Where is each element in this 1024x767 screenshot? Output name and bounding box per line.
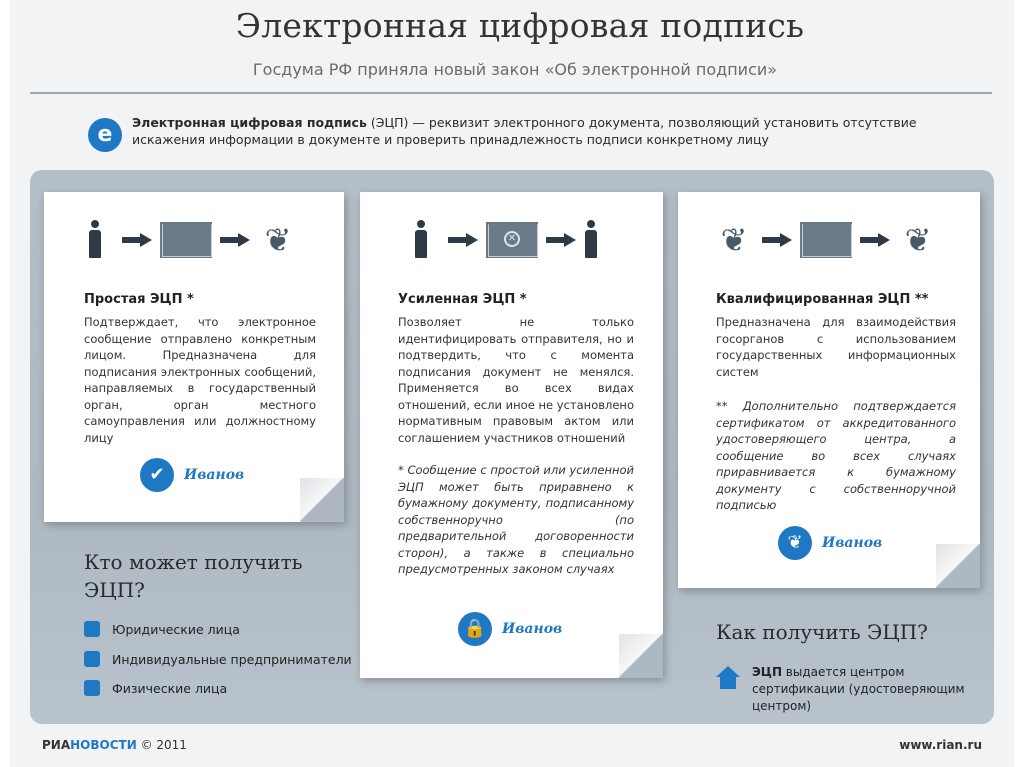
definition-term: Электронная цифровая подпись: [132, 115, 367, 130]
arrow-right-icon: [122, 233, 152, 247]
card-text: Предназначена для взаимодействия госорганов с использованием государственных информационных систем: [716, 315, 956, 379]
card-text: Позволяет не только идентифицировать отправителя, но и подтвердить, что с момента подписания документ не менялся. Применяется во всех видах отношений, если иное не установлено нормативным правовым актом или соглашением участников отношений: [398, 315, 634, 445]
person-icon: [88, 220, 102, 260]
card-title: Простая ЭЦП *: [84, 292, 194, 307]
arrow-right-icon: [860, 233, 890, 247]
coat-of-arms-icon: ❦: [264, 221, 292, 259]
lock-icon: 🔒: [458, 612, 492, 646]
arrow-right-icon: [762, 233, 792, 247]
how-text: [752, 664, 982, 715]
card-simple: [44, 192, 344, 522]
who-item-label: Физические лица: [112, 680, 228, 696]
signature: [778, 526, 882, 560]
page-subtitle: Госдума РФ приняла новый закон «Об электронной подписи»: [252, 60, 778, 79]
site-url: www.rian.ru: [899, 738, 982, 752]
definition-body: (ЭЦП) — реквизит электронного документа, позволяющий установить отсутствие искажения информации в документе и проверить принадлежность подписи конкретному лицу: [132, 115, 917, 147]
logo-part-a: РИА: [42, 738, 71, 752]
arrow-right-icon: [546, 233, 576, 247]
check-icon: ✔: [140, 458, 174, 492]
definition-text: [132, 114, 932, 148]
signature-name: Иванов: [822, 535, 883, 551]
who-item-label: Индивидуальные предприниматели: [112, 651, 352, 667]
card-qualified: [678, 192, 980, 588]
e-letter-icon: e: [88, 118, 122, 152]
signature-name: Иванов: [502, 621, 563, 637]
person-icon: [584, 220, 598, 260]
arrow-right-icon: [220, 233, 250, 247]
who-item-label: Юридические лица: [112, 621, 240, 637]
how-heading: Как получить ЭЦП?: [716, 620, 928, 644]
card-note: * Сообщение с простой или усиленной ЭЦП может быть приравнено к бумажному документу, подписанному собственноручно (по предварительной договоренности сторон), а также в специально предусмотренных законом случаях: [398, 463, 634, 576]
signature-name: Иванов: [184, 467, 245, 483]
flow-diagram: [414, 220, 610, 260]
sealed-envelope-icon: [486, 222, 538, 258]
how-lead: ЭЦП: [752, 665, 782, 679]
how-body: выдается центром сертификации (удостоверяющим центром): [752, 665, 965, 713]
card-text: Подтверждает, что электронное сообщение отправлено конкретным лицом. Предназначена для подписания электронных сообщений, направляемых в государственный орган, орган местного самоуправления или должностному лицу: [84, 315, 316, 445]
flow-diagram: [88, 220, 298, 260]
arrow-right-icon: [448, 233, 478, 247]
ria-novosti-logo: [42, 738, 187, 752]
card-note: ** Дополнительно подтверждается сертификатом от аккредитованного удостоверяющего центра, а сообщение во всех случаях приравнивается к бумажному документу с собственноручной подписью: [716, 399, 956, 512]
copyright-year: © 2011: [136, 738, 187, 752]
emblem-icon: ❦: [778, 526, 812, 560]
signature: [140, 458, 244, 492]
who-item: [84, 621, 240, 637]
flow-diagram: [714, 220, 938, 260]
card-enhanced: [360, 192, 663, 678]
card-title: Квалифицированная ЭЦП **: [716, 292, 929, 307]
seal-icon: ✕: [504, 231, 520, 247]
person-icon: [84, 680, 100, 696]
coat-of-arms-icon: ❦: [720, 221, 748, 259]
title-divider: [30, 92, 992, 94]
briefcase-icon: [84, 621, 100, 637]
card-title: Усиленная ЭЦП *: [398, 292, 527, 307]
person-icon: [414, 220, 428, 260]
who-item: [84, 651, 352, 667]
page-title: Электронная цифровая подпись: [235, 6, 805, 45]
envelope-icon: [800, 222, 852, 258]
who-heading: Кто может получить ЭЦП?: [84, 550, 303, 602]
logo-part-b: НОВОСТИ: [70, 738, 137, 752]
who-item: [84, 680, 227, 696]
entrepreneur-icon: [84, 651, 100, 667]
signature: [458, 612, 562, 646]
house-icon: [716, 666, 740, 690]
envelope-icon: [160, 222, 212, 258]
coat-of-arms-icon: ❦: [904, 221, 932, 259]
